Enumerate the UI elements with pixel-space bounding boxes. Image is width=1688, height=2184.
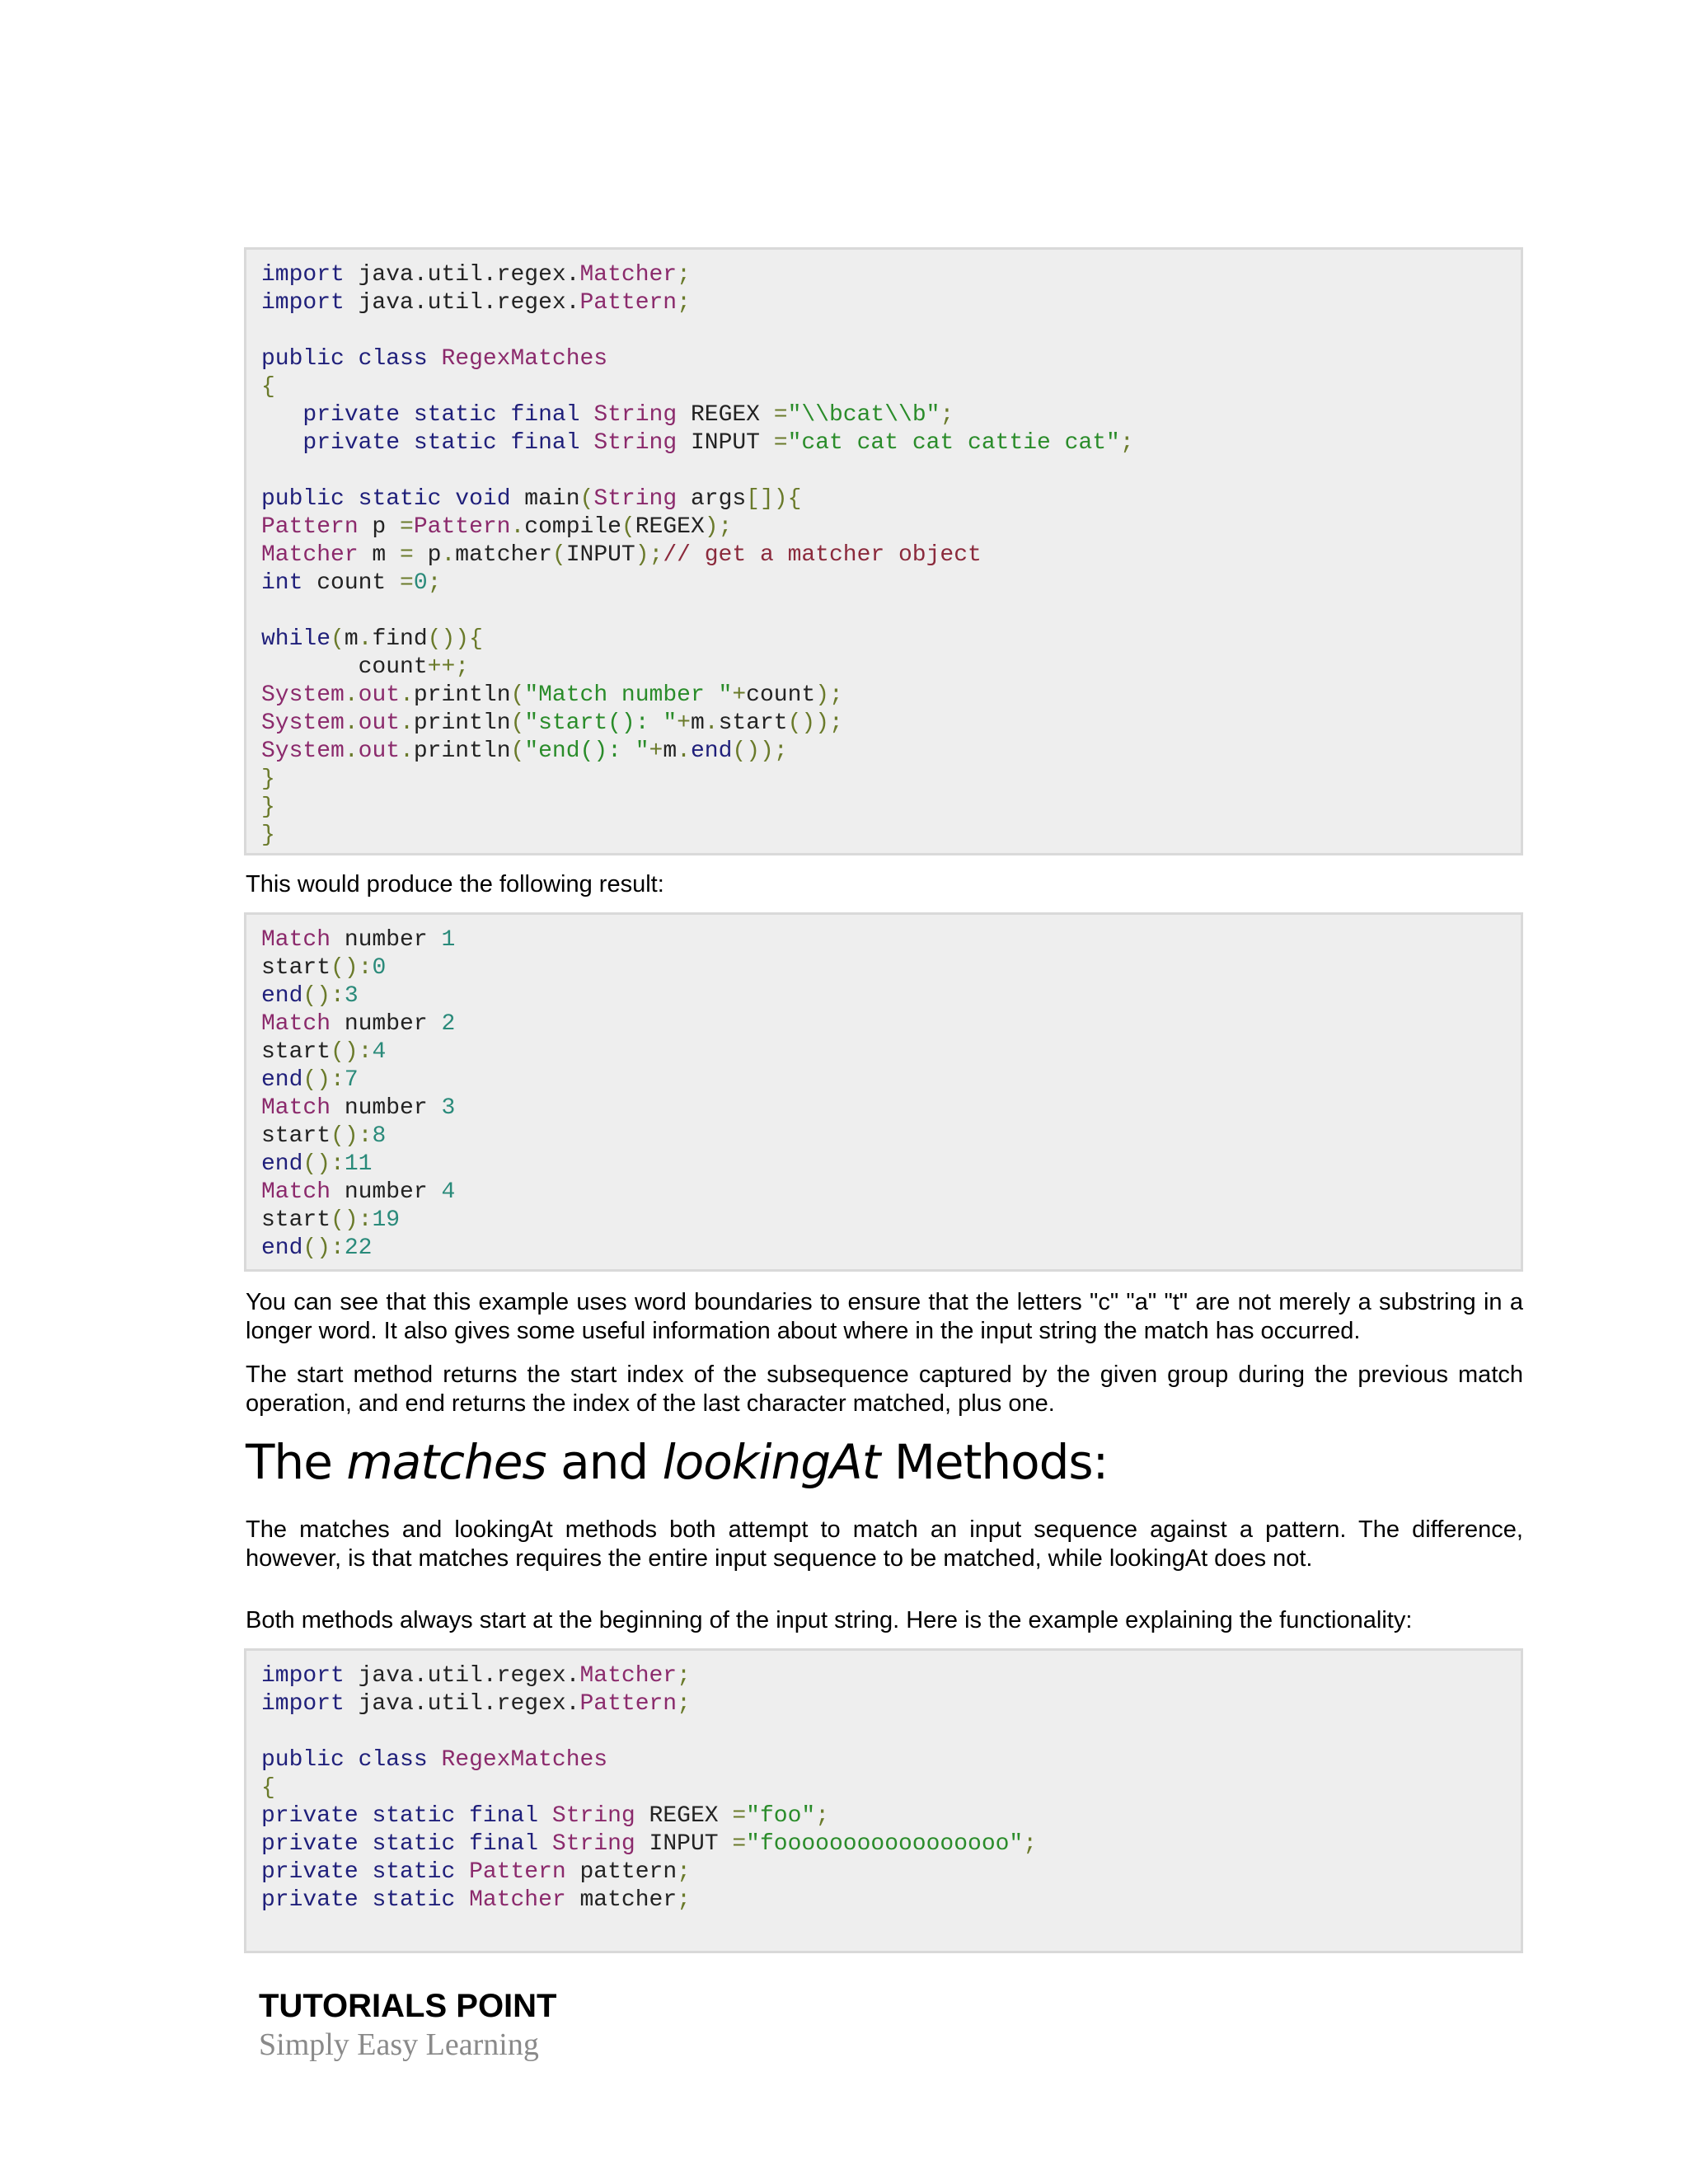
code-token: public: [261, 346, 345, 372]
code-token: 0: [413, 570, 428, 596]
code-token: [580, 402, 594, 428]
code-token: java.util.regex.: [344, 262, 580, 288]
code-token: "fooooooooooooooooo": [746, 1831, 1024, 1857]
code-token: Matcher: [579, 262, 678, 288]
code-token: Match: [261, 927, 331, 953]
code-token: Pattern: [469, 1859, 566, 1885]
code-token: find: [372, 626, 428, 652]
code-token: "cat cat cat cattie cat": [787, 430, 1120, 456]
code-token: .: [344, 738, 359, 764]
code-token: static: [413, 402, 497, 428]
code-token: out: [358, 738, 401, 764]
code-token: .: [400, 738, 414, 764]
code-token: while: [261, 626, 331, 652]
code-token: );: [815, 682, 843, 708]
code-token: number: [331, 1095, 442, 1121]
code-token: []){: [746, 486, 802, 512]
code-token: 3: [344, 983, 359, 1009]
code-token: (: [621, 514, 635, 540]
code-token: ;: [1119, 430, 1134, 456]
code-token: void: [455, 486, 511, 512]
code-token: import: [261, 262, 345, 288]
code-token: static: [372, 1803, 456, 1829]
code-token: private: [261, 1887, 359, 1913]
code-token: final: [510, 430, 580, 456]
paragraph-matches-lookingat: The matches and lookingAt methods both attempt to match an input sequence against a pattern. The difference, however, is that matches requires the entire input sequence to be matched, while lookingAt does not.: [246, 1516, 1523, 1572]
code-line: [261, 710, 1506, 738]
code-token: ():: [331, 955, 373, 981]
code-token: static: [372, 1859, 456, 1885]
code-token: matcher: [565, 1887, 678, 1913]
code-line: [261, 485, 1506, 513]
code-line: [261, 1010, 1506, 1038]
code-token: count: [746, 682, 816, 708]
code-token: matcher: [455, 542, 552, 568]
code-token: ():: [302, 1151, 345, 1177]
code-line: [261, 317, 1506, 345]
code-token: String: [551, 1803, 635, 1829]
code-token: count: [261, 654, 428, 680]
code-token: [359, 1859, 373, 1885]
code-line: [261, 682, 1506, 710]
code-line: [261, 1662, 1506, 1690]
code-token: ;: [427, 570, 442, 596]
code-token: [455, 1887, 469, 1913]
code-line: [261, 1858, 1506, 1886]
code-token: ());: [787, 710, 843, 736]
code-token: );: [635, 542, 663, 568]
code-token: ;: [677, 1859, 691, 1885]
code-token: =: [732, 1803, 747, 1829]
code-token: .: [704, 710, 719, 736]
code-line: [261, 822, 1506, 850]
code-token: [400, 430, 414, 456]
code-line: [261, 1151, 1506, 1179]
code-token: .: [344, 682, 359, 708]
code-token: .: [400, 682, 414, 708]
code-token: ():: [331, 1123, 373, 1149]
code-token: ());: [732, 738, 788, 764]
code-token: Match: [261, 1179, 331, 1205]
section-heading: [246, 1433, 1523, 1491]
code-token: [359, 1803, 373, 1829]
code-token: m: [344, 626, 359, 652]
code-line: [261, 1207, 1506, 1235]
footer-logo: [259, 1986, 556, 2064]
code-token: Pattern: [579, 1691, 678, 1717]
code-token: Matcher: [579, 1663, 678, 1689]
code-token: .: [441, 542, 456, 568]
code-token: 19: [372, 1207, 401, 1233]
code-token: [345, 1747, 359, 1773]
code-token: private: [261, 1859, 359, 1885]
code-token: =: [400, 542, 414, 568]
code-token: (: [510, 710, 525, 736]
code-line: [261, 1746, 1506, 1774]
code-token: Match: [261, 1011, 331, 1037]
code-token: {: [261, 374, 275, 400]
code-token: ;: [677, 1691, 691, 1717]
code-token: Matcher: [261, 542, 359, 568]
code-token: }: [261, 766, 275, 792]
code-token: ():: [302, 983, 345, 1009]
code-token: [428, 346, 442, 372]
code-token: number: [331, 927, 442, 953]
code-token: 11: [344, 1151, 373, 1177]
code-token: 4: [372, 1039, 387, 1065]
code-token: "end(): ": [524, 738, 649, 764]
code-block-output: [244, 912, 1523, 1272]
code-token: ():: [331, 1039, 373, 1065]
code-token: Match: [261, 1095, 331, 1121]
code-token: java.util.regex.: [344, 1663, 580, 1689]
code-token: start: [261, 1039, 331, 1065]
code-token: Pattern: [261, 514, 359, 540]
code-token: .: [358, 626, 373, 652]
code-line: [261, 766, 1506, 794]
code-token: +: [677, 710, 691, 736]
code-token: String: [551, 1831, 635, 1857]
code-token: }: [261, 794, 275, 820]
code-token: {: [261, 1775, 275, 1801]
code-token: private: [261, 1831, 359, 1857]
code-line: [261, 1718, 1506, 1746]
code-token: =: [400, 514, 414, 540]
code-token: String: [593, 430, 678, 456]
code-line: [261, 1235, 1506, 1263]
code-token: 2: [441, 1011, 456, 1037]
code-token: end: [261, 1235, 303, 1261]
code-line: [261, 794, 1506, 822]
code-token: final: [469, 1803, 539, 1829]
code-token: class: [358, 346, 428, 372]
code-token: ;: [677, 290, 691, 316]
code-token: start: [261, 955, 331, 981]
code-line: [261, 1830, 1506, 1858]
code-token: ()){: [427, 626, 483, 652]
code-token: "start(): ": [524, 710, 678, 736]
code-token: );: [704, 514, 733, 540]
code-token: [428, 1747, 442, 1773]
code-token: (: [510, 682, 525, 708]
code-token: [538, 1803, 552, 1829]
code-token: +: [649, 738, 663, 764]
code-line: [261, 1690, 1506, 1718]
code-token: start: [261, 1123, 331, 1149]
code-token: ;: [815, 1803, 829, 1829]
code-token: 3: [441, 1095, 456, 1121]
code-token: "Match number ": [524, 682, 733, 708]
code-token: [497, 402, 511, 428]
footer-tagline: Simply Easy Learning: [259, 2027, 539, 2062]
code-token: 0: [372, 955, 387, 981]
paragraph-start-end-methods: The start method returns the start index of the subsequence captured by the given group during the previous match operation, and end returns the index of the last character matched, plus one.: [246, 1361, 1523, 1417]
code-token: m: [358, 542, 401, 568]
code-token: compile: [524, 514, 621, 540]
code-line: [261, 1886, 1506, 1915]
code-token: ():: [302, 1067, 345, 1093]
code-token: 8: [372, 1123, 387, 1149]
heading-part: The: [246, 1434, 347, 1490]
code-token: Pattern: [413, 514, 511, 540]
code-line: [261, 654, 1506, 682]
code-token: start: [718, 710, 788, 736]
code-token: [455, 1859, 469, 1885]
code-token: ;: [677, 262, 691, 288]
code-token: [261, 402, 302, 428]
code-line: [261, 1774, 1506, 1802]
code-line: [261, 345, 1506, 373]
code-line: [261, 373, 1506, 401]
code-line: [261, 1038, 1506, 1066]
code-token: .: [677, 738, 691, 764]
code-token: [359, 1831, 373, 1857]
code-token: REGEX: [635, 1803, 733, 1829]
code-token: [441, 486, 455, 512]
code-token: ;: [677, 1663, 691, 1689]
code-token: (: [510, 738, 525, 764]
code-token: Matcher: [469, 1887, 566, 1913]
code-token: 1: [441, 927, 456, 953]
code-token: [538, 1831, 552, 1857]
paragraph-word-boundaries: You can see that this example uses word boundaries to ensure that the letters "c" "a" "t" are not merely a substring in a longer word. It also gives some useful information about where in the input string the match has occurred.: [246, 1289, 1523, 1344]
code-token: =: [732, 1831, 747, 1857]
code-line: [261, 569, 1506, 598]
code-line: [261, 738, 1506, 766]
code-token: end: [261, 1151, 303, 1177]
code-token: private: [302, 430, 401, 456]
code-token: println: [413, 710, 511, 736]
code-token: .: [344, 710, 359, 736]
heading-matches: matches: [346, 1434, 546, 1490]
code-line: [261, 982, 1506, 1010]
code-token: end: [690, 738, 733, 764]
code-token: 4: [441, 1179, 456, 1205]
code-token: m: [690, 710, 705, 736]
code-token: public: [261, 1747, 345, 1773]
code-token: [455, 1803, 469, 1829]
code-token: count: [302, 570, 401, 596]
code-token: p: [413, 542, 442, 568]
code-token: ++;: [427, 654, 470, 680]
code-token: System: [261, 738, 345, 764]
code-token: String: [593, 402, 678, 428]
code-token: println: [413, 682, 511, 708]
code-token: // get a matcher object: [663, 542, 982, 568]
result-intro-text: This would produce the following result:: [246, 871, 664, 898]
code-token: RegexMatches: [441, 1747, 608, 1773]
code-token: main: [510, 486, 580, 512]
code-token: ;: [677, 1887, 691, 1913]
code-block-regex-matches: [244, 247, 1523, 855]
code-token: System: [261, 710, 345, 736]
code-token: REGEX: [677, 402, 774, 428]
code-token: static: [372, 1831, 456, 1857]
code-token: "foo": [746, 1803, 816, 1829]
code-token: pattern: [565, 1859, 678, 1885]
code-line: [261, 954, 1506, 982]
code-token: (: [551, 542, 566, 568]
code-token: =: [773, 402, 788, 428]
code-line: [261, 289, 1506, 317]
code-token: [345, 486, 359, 512]
code-token: [455, 1831, 469, 1857]
code-token: start: [261, 1207, 331, 1233]
code-token: final: [510, 402, 580, 428]
code-token: private: [302, 402, 401, 428]
code-token: }: [261, 823, 275, 848]
code-token: [359, 1887, 373, 1913]
code-token: number: [331, 1179, 442, 1205]
code-token: REGEX: [635, 514, 705, 540]
code-token: int: [261, 570, 303, 596]
code-token: =: [400, 570, 414, 596]
code-line: [261, 513, 1506, 541]
code-token: ;: [1023, 1831, 1038, 1857]
code-token: INPUT: [635, 1831, 733, 1857]
code-token: public: [261, 486, 345, 512]
code-token: "\\bcat\\b": [787, 402, 940, 428]
code-line: [261, 261, 1506, 289]
code-token: final: [469, 1831, 539, 1857]
code-token: INPUT: [677, 430, 774, 456]
code-token: out: [358, 682, 401, 708]
heading-lookingat: lookingAt: [662, 1434, 880, 1490]
code-line: [261, 1179, 1506, 1207]
code-line: [261, 598, 1506, 626]
code-token: java.util.regex.: [344, 1691, 580, 1717]
code-token: [580, 430, 594, 456]
code-token: number: [331, 1011, 442, 1037]
code-token: .: [400, 710, 414, 736]
code-token: m: [663, 738, 678, 764]
code-token: static: [358, 486, 442, 512]
code-line: [261, 1122, 1506, 1151]
code-token: (: [579, 486, 594, 512]
code-token: println: [413, 738, 511, 764]
code-token: import: [261, 1691, 345, 1717]
code-line: [261, 1802, 1506, 1830]
code-token: ;: [940, 402, 954, 428]
code-line: [261, 401, 1506, 429]
heading-part: and: [546, 1434, 663, 1490]
footer-brand: TUTORIALS POINT: [259, 1988, 557, 2024]
code-line: [261, 457, 1506, 485]
code-token: static: [372, 1887, 456, 1913]
code-token: [400, 402, 414, 428]
code-token: import: [261, 290, 345, 316]
paragraph-both-methods: Both methods always start at the beginning of the input string. Here is the example explaining the functionality:: [246, 1607, 1413, 1633]
code-token: INPUT: [565, 542, 635, 568]
code-line: [261, 429, 1506, 457]
code-line: [261, 1915, 1506, 1943]
code-token: [261, 430, 302, 456]
code-token: class: [358, 1747, 428, 1773]
code-token: String: [593, 486, 678, 512]
code-block-foo-example: [244, 1648, 1523, 1953]
code-token: p: [358, 514, 401, 540]
heading-part: Methods:: [879, 1434, 1109, 1490]
code-token: private: [261, 1803, 359, 1829]
code-token: out: [358, 710, 401, 736]
code-token: +: [732, 682, 747, 708]
code-token: .: [510, 514, 525, 540]
code-token: 7: [344, 1067, 359, 1093]
code-line: [261, 541, 1506, 569]
code-token: System: [261, 682, 345, 708]
code-token: RegexMatches: [441, 346, 608, 372]
code-line: [261, 1094, 1506, 1122]
code-token: (: [331, 626, 345, 652]
code-token: end: [261, 1067, 303, 1093]
code-token: static: [413, 430, 497, 456]
code-token: import: [261, 1663, 345, 1689]
code-token: 22: [344, 1235, 373, 1261]
code-token: ():: [331, 1207, 373, 1233]
code-token: =: [773, 430, 788, 456]
code-token: args: [677, 486, 747, 512]
page-content: [244, 247, 1523, 1953]
code-token: java.util.regex.: [344, 290, 580, 316]
code-token: Pattern: [579, 290, 678, 316]
code-line: [261, 1066, 1506, 1094]
code-token: [497, 430, 511, 456]
code-token: [345, 346, 359, 372]
code-token: ():: [302, 1235, 345, 1261]
code-token: end: [261, 983, 303, 1009]
code-line: [261, 626, 1506, 654]
code-line: [261, 926, 1506, 954]
